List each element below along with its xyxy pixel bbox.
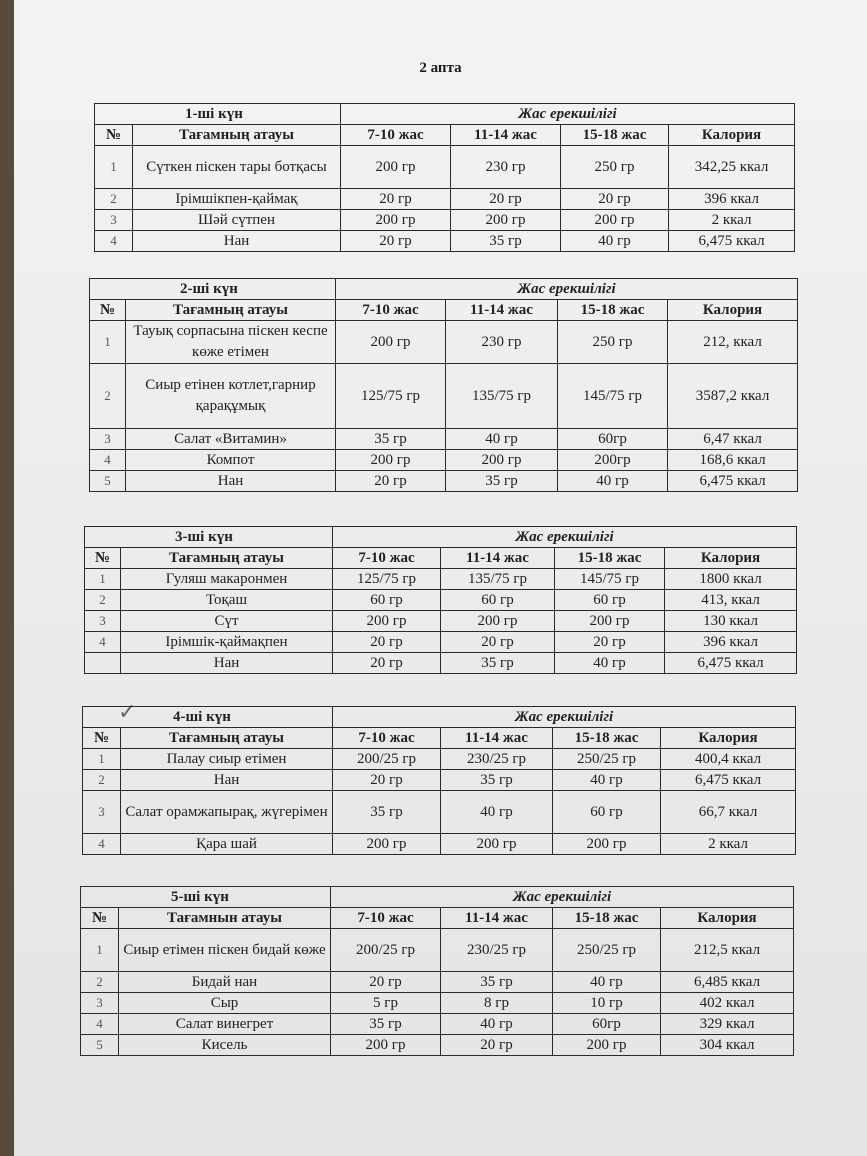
table-row [95, 231, 795, 252]
table-row [90, 450, 798, 471]
age-15-18-header: 15-18 жас [561, 125, 669, 146]
dish-name: Ірімшік-қаймақпен [121, 632, 333, 653]
portion-15-18: 250/25 гр [553, 749, 661, 770]
portion-11-14: 135/75 гр [446, 364, 558, 429]
portion-7-10: 20 гр [331, 972, 441, 993]
name-header: Тағамның атауы [133, 125, 341, 146]
portion-7-10: 200 гр [333, 834, 441, 855]
calorie-header: Калория [665, 548, 797, 569]
portion-7-10: 20 гр [333, 632, 441, 653]
portion-15-18: 60гр [553, 1014, 661, 1035]
portion-15-18: 20 гр [561, 189, 669, 210]
calorie-value: 212,5 ккал [661, 929, 794, 972]
age-7-10-header: 7-10 жас [331, 908, 441, 929]
portion-7-10: 20 гр [341, 189, 451, 210]
dish-name: Бидай нан [119, 972, 331, 993]
row-number: 1 [83, 749, 121, 770]
calorie-value: 6,475 ккал [661, 770, 796, 791]
portion-11-14: 35 гр [446, 471, 558, 492]
calorie-value: 66,7 ккал [661, 791, 796, 834]
age-7-10-header: 7-10 жас [333, 548, 441, 569]
calorie-value: 304 ккал [661, 1035, 794, 1056]
row-number: 4 [90, 450, 126, 471]
table-row [81, 929, 794, 972]
day-title: 2-ші күн [90, 279, 336, 300]
portion-15-18: 20 гр [555, 632, 665, 653]
portion-7-10: 35 гр [336, 429, 446, 450]
num-header: № [85, 548, 121, 569]
table-row [83, 791, 796, 834]
table-row [81, 993, 794, 1014]
row-number: 4 [81, 1014, 119, 1035]
portion-15-18: 60гр [558, 429, 668, 450]
row-number: 3 [81, 993, 119, 1014]
portion-11-14: 35 гр [441, 972, 553, 993]
age-group-header: Жас ерекшілігі [333, 527, 797, 548]
age-11-14-header: 11-14 жас [446, 300, 558, 321]
age-7-10-header: 7-10 жас [333, 728, 441, 749]
table-row [83, 749, 796, 770]
num-header: № [83, 728, 121, 749]
portion-7-10: 20 гр [341, 231, 451, 252]
portion-7-10: 200 гр [331, 1035, 441, 1056]
row-number: 4 [83, 834, 121, 855]
portion-15-18: 40 гр [555, 653, 665, 674]
calorie-value: 130 ккал [665, 611, 797, 632]
dish-name: Тоқаш [121, 590, 333, 611]
dish-name: Кисель [119, 1035, 331, 1056]
dish-name: Тауық сорпасына піскен кеспе көже етімен [126, 321, 336, 364]
age-7-10-header: 7-10 жас [336, 300, 446, 321]
table-row [85, 611, 797, 632]
row-number: 1 [90, 321, 126, 364]
age-group-header: Жас ерекшілігі [331, 887, 794, 908]
row-number: 3 [85, 611, 121, 632]
portion-15-18: 200 гр [553, 834, 661, 855]
day-5-table [80, 886, 794, 1056]
calorie-value: 396 ккал [665, 632, 797, 653]
calorie-value: 2 ккал [669, 210, 795, 231]
portion-11-14: 40 гр [441, 1014, 553, 1035]
age-group-header: Жас ерекшілігі [341, 104, 795, 125]
portion-15-18: 250/25 гр [553, 929, 661, 972]
table-row [95, 210, 795, 231]
name-header: Тағамның атауы [121, 728, 333, 749]
dish-name: Салат орамжапырақ, жүгерімен [121, 791, 333, 834]
portion-15-18: 200 гр [553, 1035, 661, 1056]
dish-name: Сиыр етімен піскен бидай көже [119, 929, 331, 972]
portion-15-18: 40 гр [558, 471, 668, 492]
calorie-value: 6,47 ккал [668, 429, 798, 450]
portion-7-10: 20 гр [336, 471, 446, 492]
day-1-table [94, 103, 795, 252]
dish-name: Сүт [121, 611, 333, 632]
portion-7-10: 200 гр [336, 321, 446, 364]
day-title: 5-ші күн [81, 887, 331, 908]
portion-15-18: 145/75 гр [555, 569, 665, 590]
portion-15-18: 40 гр [553, 770, 661, 791]
calorie-header: Калория [669, 125, 795, 146]
age-15-18-header: 15-18 жас [553, 908, 661, 929]
portion-11-14: 230 гр [446, 321, 558, 364]
portion-11-14: 200 гр [451, 210, 561, 231]
row-number: 1 [95, 146, 133, 189]
row-number: 3 [95, 210, 133, 231]
dish-name: Нан [121, 770, 333, 791]
dish-name: Сиыр етінен котлет,гарнир қарақұмық [126, 364, 336, 429]
table-row [83, 834, 796, 855]
portion-11-14: 230/25 гр [441, 929, 553, 972]
age-15-18-header: 15-18 жас [553, 728, 661, 749]
portion-15-18: 40 гр [553, 972, 661, 993]
dish-name: Нан [133, 231, 341, 252]
portion-11-14: 60 гр [441, 590, 555, 611]
num-header: № [90, 300, 126, 321]
num-header: № [95, 125, 133, 146]
portion-7-10: 200 гр [333, 611, 441, 632]
dish-name: Сыр [119, 993, 331, 1014]
portion-11-14: 40 гр [441, 791, 553, 834]
portion-15-18: 200 гр [561, 210, 669, 231]
row-number: 4 [95, 231, 133, 252]
portion-11-14: 135/75 гр [441, 569, 555, 590]
portion-15-18: 10 гр [553, 993, 661, 1014]
dish-name: Шәй сүтпен [133, 210, 341, 231]
name-header: Тағамның атауы [126, 300, 336, 321]
dish-name: Салат «Витамин» [126, 429, 336, 450]
row-number [85, 653, 121, 674]
row-number: 3 [90, 429, 126, 450]
row-number: 2 [85, 590, 121, 611]
calorie-value: 329 ккал [661, 1014, 794, 1035]
portion-7-10: 20 гр [333, 770, 441, 791]
portion-11-14: 200 гр [441, 611, 555, 632]
portion-15-18: 200гр [558, 450, 668, 471]
day-title: 1-ші күн [95, 104, 341, 125]
calorie-header: Калория [661, 728, 796, 749]
calorie-value: 400,4 ккал [661, 749, 796, 770]
row-number: 2 [95, 189, 133, 210]
row-number: 1 [85, 569, 121, 590]
calorie-value: 342,25 ккал [669, 146, 795, 189]
portion-15-18: 60 гр [555, 590, 665, 611]
dish-name: Нан [121, 653, 333, 674]
portion-11-14: 20 гр [441, 632, 555, 653]
portion-7-10: 200 гр [341, 210, 451, 231]
day-4-table [82, 706, 796, 855]
table-row [81, 1035, 794, 1056]
age-11-14-header: 11-14 жас [441, 548, 555, 569]
portion-15-18: 250 гр [561, 146, 669, 189]
portion-11-14: 8 гр [441, 993, 553, 1014]
dish-name: Компот [126, 450, 336, 471]
calorie-value: 212, ккал [668, 321, 798, 364]
portion-11-14: 35 гр [441, 653, 555, 674]
portion-15-18: 40 гр [561, 231, 669, 252]
calorie-header: Калория [668, 300, 798, 321]
calorie-value: 413, ккал [665, 590, 797, 611]
dish-name: Сүткен піскен тары ботқасы [133, 146, 341, 189]
dish-name: Гуляш макаронмен [121, 569, 333, 590]
calorie-value: 1800 ккал [665, 569, 797, 590]
portion-15-18: 200 гр [555, 611, 665, 632]
table-row [95, 146, 795, 189]
portion-7-10: 5 гр [331, 993, 441, 1014]
portion-11-14: 35 гр [451, 231, 561, 252]
portion-15-18: 60 гр [553, 791, 661, 834]
calorie-value: 168,6 ккал [668, 450, 798, 471]
portion-7-10: 125/75 гр [333, 569, 441, 590]
dish-name: Салат винегрет [119, 1014, 331, 1035]
age-11-14-header: 11-14 жас [441, 728, 553, 749]
name-header: Тағамның атауы [121, 548, 333, 569]
age-group-header: Жас ерекшілігі [336, 279, 798, 300]
calorie-value: 2 ккал [661, 834, 796, 855]
portion-7-10: 125/75 гр [336, 364, 446, 429]
row-number: 2 [81, 972, 119, 993]
table-row [95, 189, 795, 210]
table-row [83, 770, 796, 791]
row-number: 2 [83, 770, 121, 791]
portion-7-10: 35 гр [331, 1014, 441, 1035]
age-15-18-header: 15-18 жас [558, 300, 668, 321]
calorie-value: 6,475 ккал [668, 471, 798, 492]
portion-15-18: 145/75 гр [558, 364, 668, 429]
row-number: 1 [81, 929, 119, 972]
table-row [90, 364, 798, 429]
table-row [85, 590, 797, 611]
calorie-value: 6,475 ккал [665, 653, 797, 674]
checkmark-icon: ✓ [118, 699, 137, 724]
dish-name: Палау сиыр етімен [121, 749, 333, 770]
age-7-10-header: 7-10 жас [341, 125, 451, 146]
calorie-header: Калория [661, 908, 794, 929]
table-row [90, 429, 798, 450]
calorie-value: 396 ккал [669, 189, 795, 210]
row-number: 2 [90, 364, 126, 429]
portion-11-14: 230/25 гр [441, 749, 553, 770]
day-3-table [84, 526, 797, 674]
dish-name: Қара шай [121, 834, 333, 855]
portion-11-14: 230 гр [451, 146, 561, 189]
calorie-value: 402 ккал [661, 993, 794, 1014]
calorie-value: 6,485 ккал [661, 972, 794, 993]
calorie-value: 3587,2 ккал [668, 364, 798, 429]
table-row [81, 1014, 794, 1035]
age-11-14-header: 11-14 жас [441, 908, 553, 929]
calorie-value: 6,475 ккал [669, 231, 795, 252]
row-number: 3 [83, 791, 121, 834]
portion-11-14: 20 гр [441, 1035, 553, 1056]
portion-11-14: 40 гр [446, 429, 558, 450]
row-number: 5 [81, 1035, 119, 1056]
portion-11-14: 200 гр [446, 450, 558, 471]
day-title: 4-ші күн [83, 707, 333, 728]
portion-15-18: 250 гр [558, 321, 668, 364]
portion-7-10: 60 гр [333, 590, 441, 611]
row-number: 4 [85, 632, 121, 653]
table-row [85, 653, 797, 674]
day-title: 3-ші күн [85, 527, 333, 548]
table-row [85, 569, 797, 590]
portion-11-14: 20 гр [451, 189, 561, 210]
portion-11-14: 35 гр [441, 770, 553, 791]
day-2-table [89, 278, 798, 492]
age-group-header: Жас ерекшілігі [333, 707, 796, 728]
portion-11-14: 200 гр [441, 834, 553, 855]
portion-7-10: 200 гр [341, 146, 451, 189]
dish-name: Нан [126, 471, 336, 492]
table-row [90, 471, 798, 492]
table-row [90, 321, 798, 364]
portion-7-10: 200/25 гр [331, 929, 441, 972]
portion-7-10: 20 гр [333, 653, 441, 674]
portion-7-10: 200/25 гр [333, 749, 441, 770]
portion-7-10: 200 гр [336, 450, 446, 471]
table-row [81, 972, 794, 993]
age-11-14-header: 11-14 жас [451, 125, 561, 146]
page-title: 2 апта [419, 60, 462, 76]
dish-name: Ірімшікпен-қаймақ [133, 189, 341, 210]
row-number: 5 [90, 471, 126, 492]
portion-7-10: 35 гр [333, 791, 441, 834]
num-header: № [81, 908, 119, 929]
age-15-18-header: 15-18 жас [555, 548, 665, 569]
name-header: Тағамнын атауы [119, 908, 331, 929]
table-row [85, 632, 797, 653]
